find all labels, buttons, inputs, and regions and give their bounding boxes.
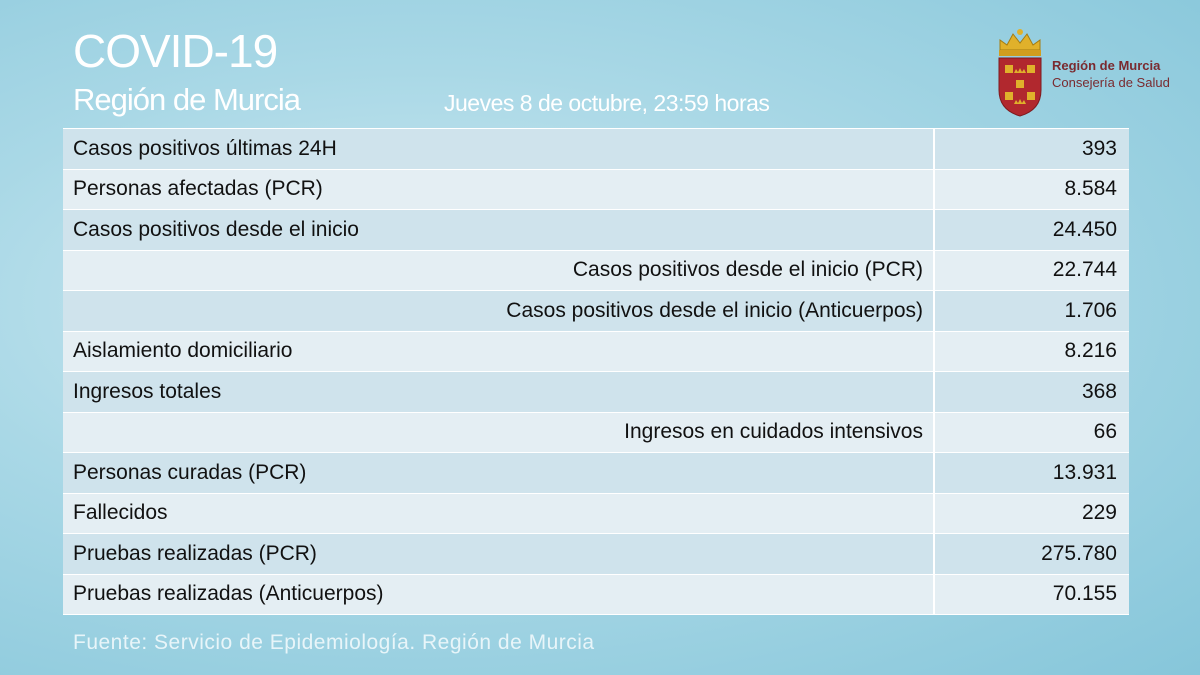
- row-value: 275.780: [1041, 541, 1117, 565]
- row-label: Pruebas realizadas (Anticuerpos): [63, 575, 935, 615]
- covid-stats-table: [63, 128, 1129, 615]
- row-label: Pruebas realizadas (PCR): [63, 534, 935, 574]
- source-note: Fuente: Servicio de Epidemiología. Región de Murcia: [73, 631, 595, 654]
- table-row: [63, 129, 1129, 170]
- table-row: [63, 575, 1129, 616]
- row-value: 24.450: [1052, 217, 1117, 241]
- table-row: [63, 413, 1129, 454]
- table-row: [63, 332, 1129, 373]
- row-label: Personas curadas (PCR): [63, 453, 935, 493]
- row-label: Casos positivos desde el inicio: [63, 210, 935, 250]
- table-row: [63, 210, 1129, 251]
- logo-subtitle: Consejería de Salud: [1052, 75, 1170, 90]
- row-label: Ingresos totales: [63, 372, 935, 412]
- row-label: Casos positivos desde el inicio (Anticuerpos): [63, 291, 935, 331]
- row-label: Aislamiento domiciliario: [63, 332, 935, 372]
- table-row: [63, 494, 1129, 535]
- page-title: COVID-19: [73, 25, 278, 77]
- row-value: 22.744: [1052, 258, 1117, 282]
- row-value: 229: [1081, 501, 1117, 525]
- row-value: 368: [1081, 379, 1117, 403]
- row-label: Casos positivos desde el inicio (PCR): [63, 251, 935, 291]
- row-label: Personas afectadas (PCR): [63, 170, 935, 210]
- row-label: Fallecidos: [63, 494, 935, 534]
- row-value: 8.584: [1064, 177, 1117, 201]
- table-row: [63, 453, 1129, 494]
- region-murcia-coat-of-arms-icon: [994, 28, 1046, 118]
- table-row: [63, 251, 1129, 292]
- table-row: [63, 534, 1129, 575]
- row-value: 70.155: [1052, 582, 1117, 606]
- table-row: [63, 291, 1129, 332]
- row-value: 13.931: [1052, 460, 1117, 484]
- logo-title: Región de Murcia: [1052, 58, 1161, 73]
- row-value: 393: [1081, 136, 1117, 160]
- row-value: 66: [1093, 420, 1117, 444]
- region-logo: [994, 28, 1184, 118]
- row-value: 8.216: [1064, 339, 1117, 363]
- row-label: Ingresos en cuidados intensivos: [63, 413, 935, 453]
- report-date: Jueves 8 de octubre, 23:59 horas: [444, 90, 770, 116]
- table-row: [63, 170, 1129, 211]
- page-subtitle: Región de Murcia: [73, 82, 300, 117]
- table-row: [63, 372, 1129, 413]
- row-value: 1.706: [1064, 298, 1117, 322]
- row-label: Casos positivos últimas 24H: [63, 129, 935, 169]
